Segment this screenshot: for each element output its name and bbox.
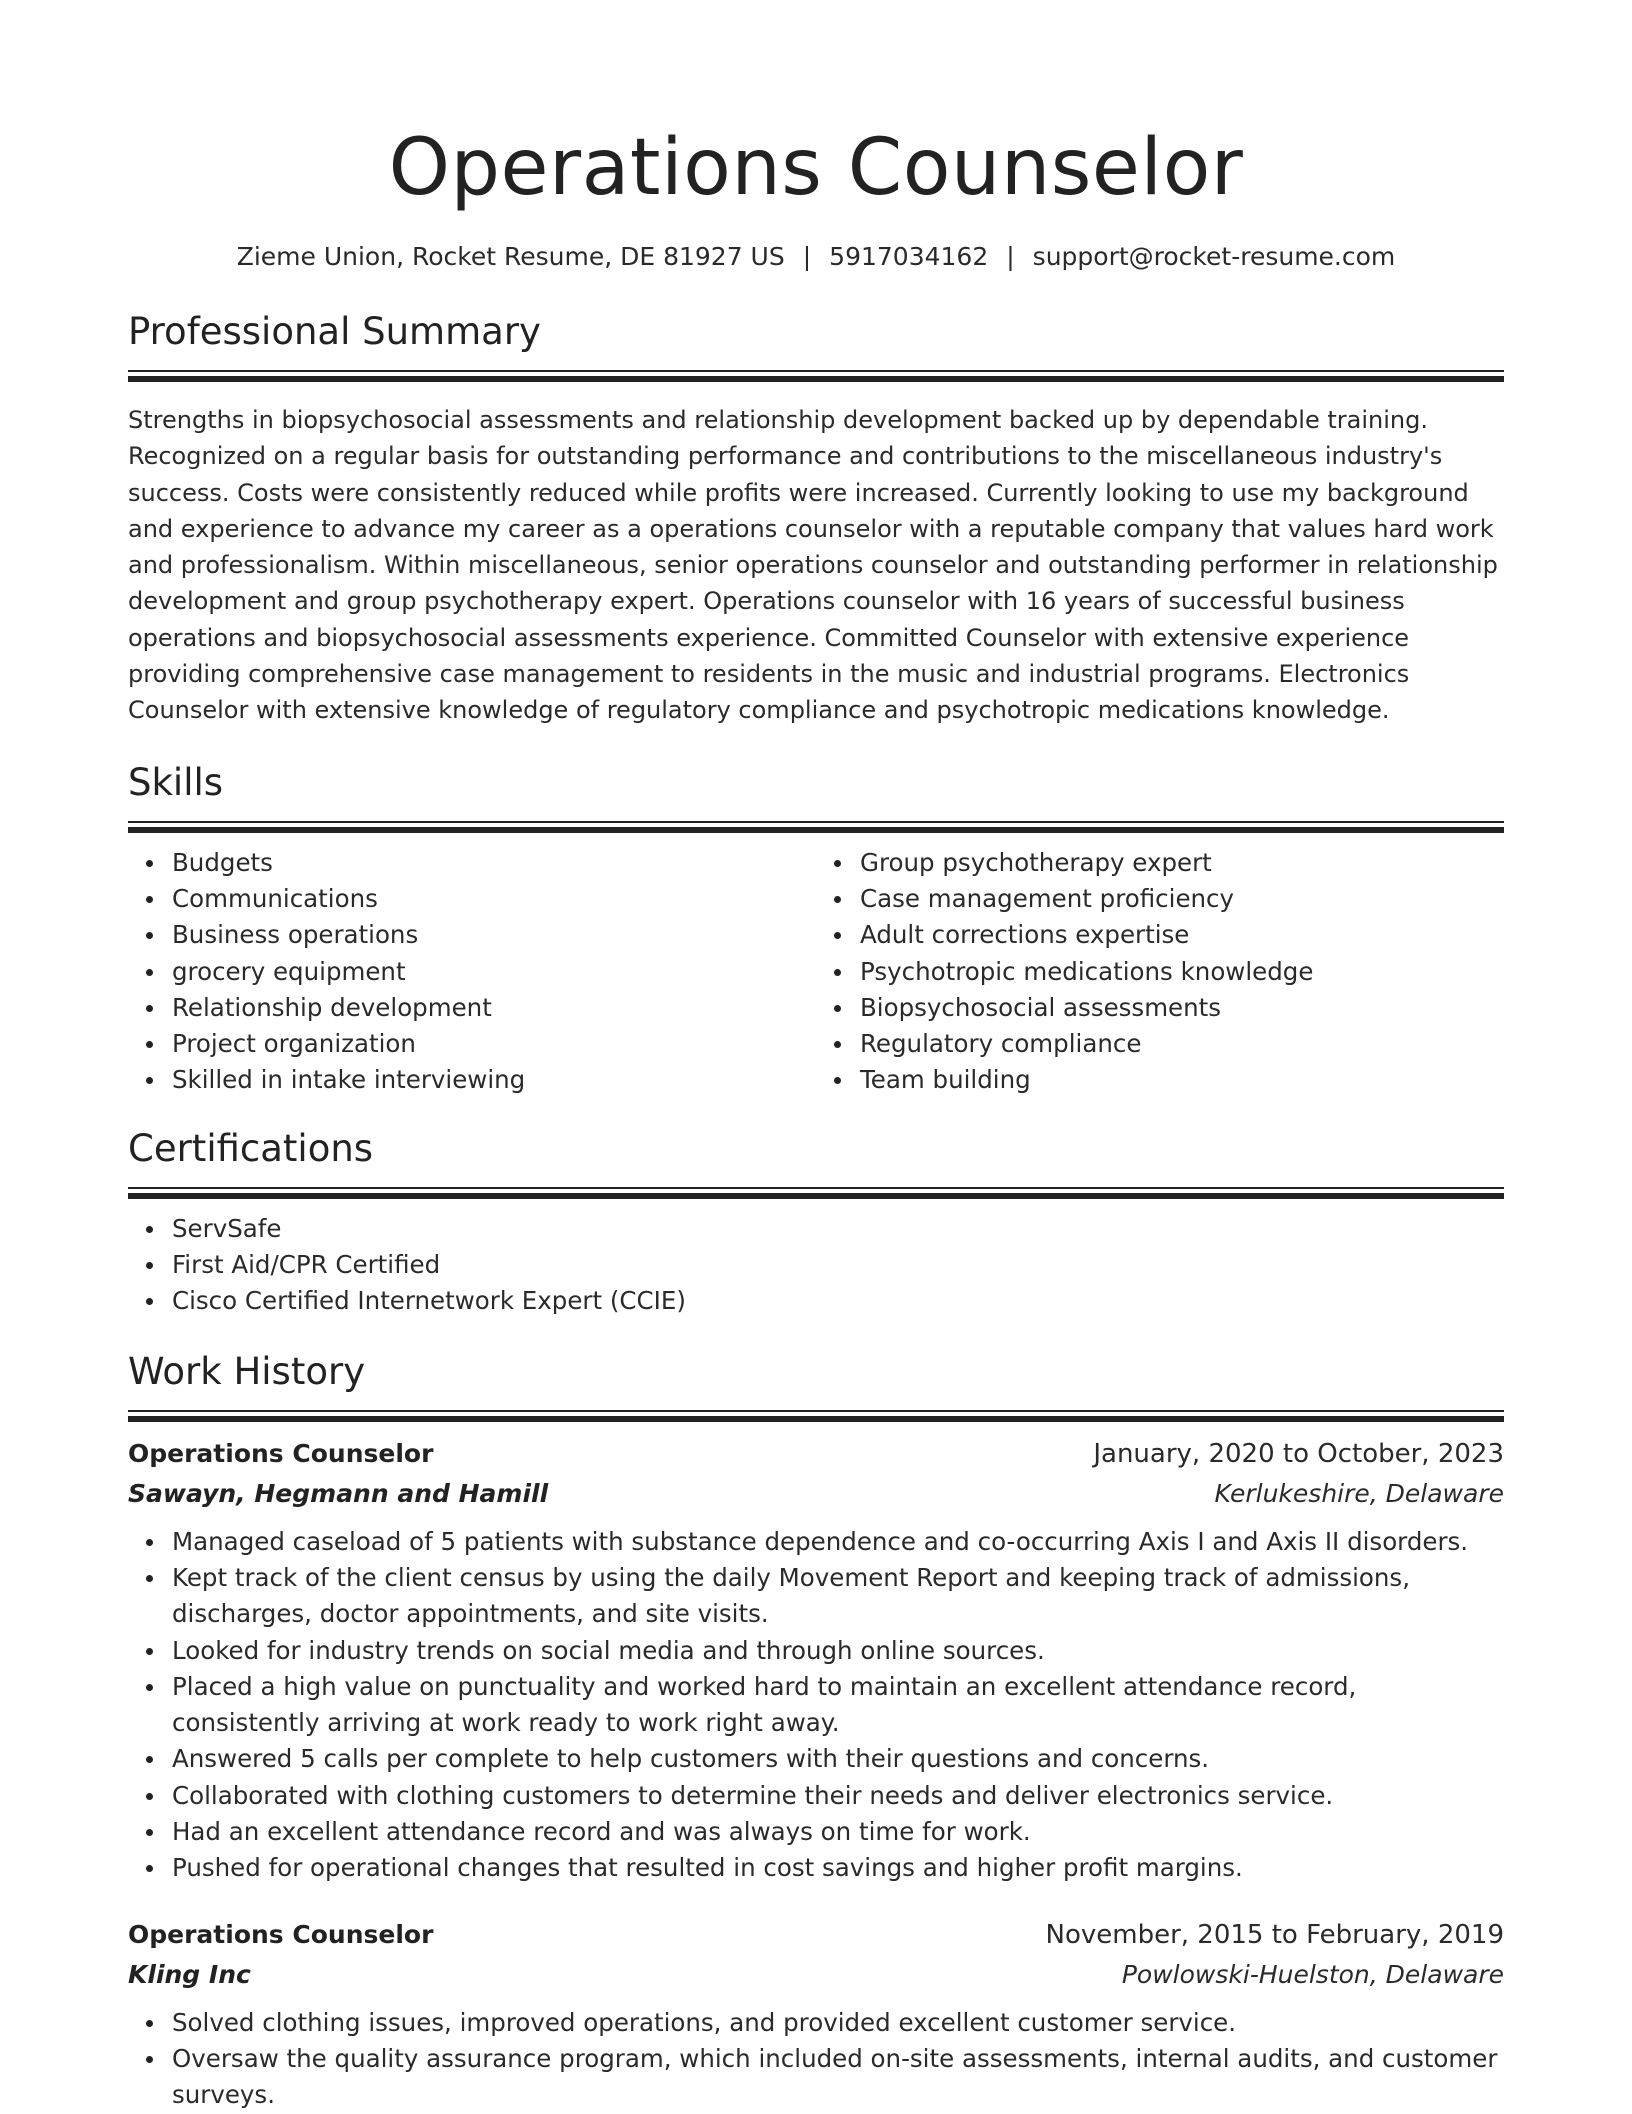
job-company: Sawayn, Hegmann and Hamill (128, 1478, 549, 1508)
job-bullet: Answered 5 calls per complete to help customers with their questions and concerns. (172, 1741, 1504, 1777)
contact-phone: 5917034162 (829, 242, 989, 271)
contact-line (128, 240, 1504, 274)
job-title: Operations Counselor (128, 1919, 434, 1949)
skills-section (128, 759, 1504, 1099)
job-title-row (128, 1434, 1504, 1474)
job-bullets (128, 1524, 1504, 1887)
skills-grid (128, 845, 1504, 1099)
job-bullets (128, 2005, 1504, 2114)
job-bullet: Collaborated with clothing customers to determine their needs and deliver electronics service. (172, 1778, 1504, 1814)
contact-separator: | (1006, 242, 1015, 271)
skill-item: Team building (860, 1062, 1504, 1098)
skills-heading: Skills (128, 760, 224, 804)
skills-list-left (128, 845, 816, 1099)
certification-item: ServSafe (172, 1211, 1504, 1247)
skill-item: Biopsychosocial assessments (860, 990, 1504, 1026)
work-history-heading: Work History (128, 1349, 366, 1393)
contact-email: support@rocket-resume.com (1032, 242, 1396, 271)
job-bullet: Had an excellent attendance record and was always on time for work. (172, 1814, 1504, 1850)
skill-item: Psychotropic medications knowledge (860, 954, 1504, 990)
skill-item: Relationship development (172, 990, 816, 1026)
skill-item: Regulatory compliance (860, 1026, 1504, 1062)
contact-separator: | (802, 242, 812, 271)
job-bullet: Looked for industry trends on social media and through online sources. (172, 1633, 1504, 1669)
contact-address: Zieme Union, Rocket Resume, DE 81927 US (236, 242, 785, 271)
skill-item: Adult corrections expertise (860, 917, 1504, 953)
job-entry (128, 1915, 1504, 2114)
job-title-row (128, 1915, 1504, 1955)
certifications-list (128, 1211, 1504, 1320)
job-location: Kerlukeshire, Delaware (1214, 1478, 1504, 1508)
resume-name: Operations Counselor (388, 123, 1244, 213)
summary-text: Strengths in biopsychosocial assessments and relationship development backed up by dependable training. Recognized on a regular basis for outstanding performance and contributions to the miscellaneous industry's success. Costs were consistently reduced while profits were increased. Currently looking to use my background and experience to advance my career as a operations counselor with a reputable company that values hard work and professionalism. Within miscellaneous, senior operations counselor and outstanding performer in relationship development and group psychotherapy expert. Operations counselor with 16 years of successful business operations and biopsychosocial assessments experience. Committed Counselor with extensive experience providing comprehensive case management to residents in the music and industrial programs. Electronics Counselor with extensive knowledge of regulatory compliance and psychotropic medications knowledge. (128, 406, 1498, 725)
skill-item: Skilled in intake interviewing (172, 1062, 816, 1098)
job-company-row (128, 1474, 1504, 1514)
summary-heading: Professional Summary (128, 310, 541, 353)
section-divider (128, 821, 1504, 831)
job-dates: January, 2020 to October, 2023 (1093, 1438, 1504, 1469)
job-dates: November, 2015 to February, 2019 (1045, 1919, 1504, 1950)
job-bullet: Pushed for operational changes that resulted in cost savings and higher profit margins. (172, 1850, 1504, 1886)
job-entry (128, 1434, 1504, 1887)
section-divider (128, 370, 1504, 380)
section-divider (128, 1410, 1504, 1420)
skill-item: Business operations (172, 917, 816, 953)
skill-item: Group psychotherapy expert (860, 845, 1504, 881)
job-bullet: Managed caseload of 5 patients with substance dependence and co-occurring Axis I and Axis II disorders. (172, 1524, 1504, 1560)
skill-item: Project organization (172, 1026, 816, 1062)
skill-item: Budgets (172, 845, 816, 881)
work-history-section (128, 1348, 1504, 2114)
skill-item: Case management proficiency (860, 881, 1504, 917)
job-location: Powlowski-Huelston, Delaware (1121, 1959, 1504, 1989)
resume-page (128, 0, 1504, 2114)
job-bullet: Kept track of the client census by using the daily Movement Report and keeping track of admissions, discharges, doctor appointments, and site visits. (172, 1560, 1504, 1633)
job-bullet: Placed a high value on punctuality and worked hard to maintain an excellent attendance record, consistently arriving at work ready to work right away. (172, 1669, 1504, 1742)
skill-item: Communications (172, 881, 816, 917)
summary-section (128, 308, 1504, 729)
certification-item: Cisco Certified Internetwork Expert (CCIE) (172, 1283, 1504, 1319)
certification-item: First Aid/CPR Certified (172, 1247, 1504, 1283)
job-company: Kling Inc (128, 1959, 251, 1989)
certifications-section (128, 1125, 1504, 1320)
certifications-heading: Certifications (128, 1126, 374, 1170)
job-bullet: Solved clothing issues, improved operations, and provided excellent customer service. (172, 2005, 1504, 2041)
skills-list-right (816, 845, 1504, 1099)
section-divider (128, 1187, 1504, 1197)
job-title: Operations Counselor (128, 1438, 434, 1468)
job-company-row (128, 1955, 1504, 1995)
job-bullet: Oversaw the quality assurance program, which included on-site assessments, internal audits, and customer surveys. (172, 2041, 1504, 2114)
skill-item: grocery equipment (172, 954, 816, 990)
